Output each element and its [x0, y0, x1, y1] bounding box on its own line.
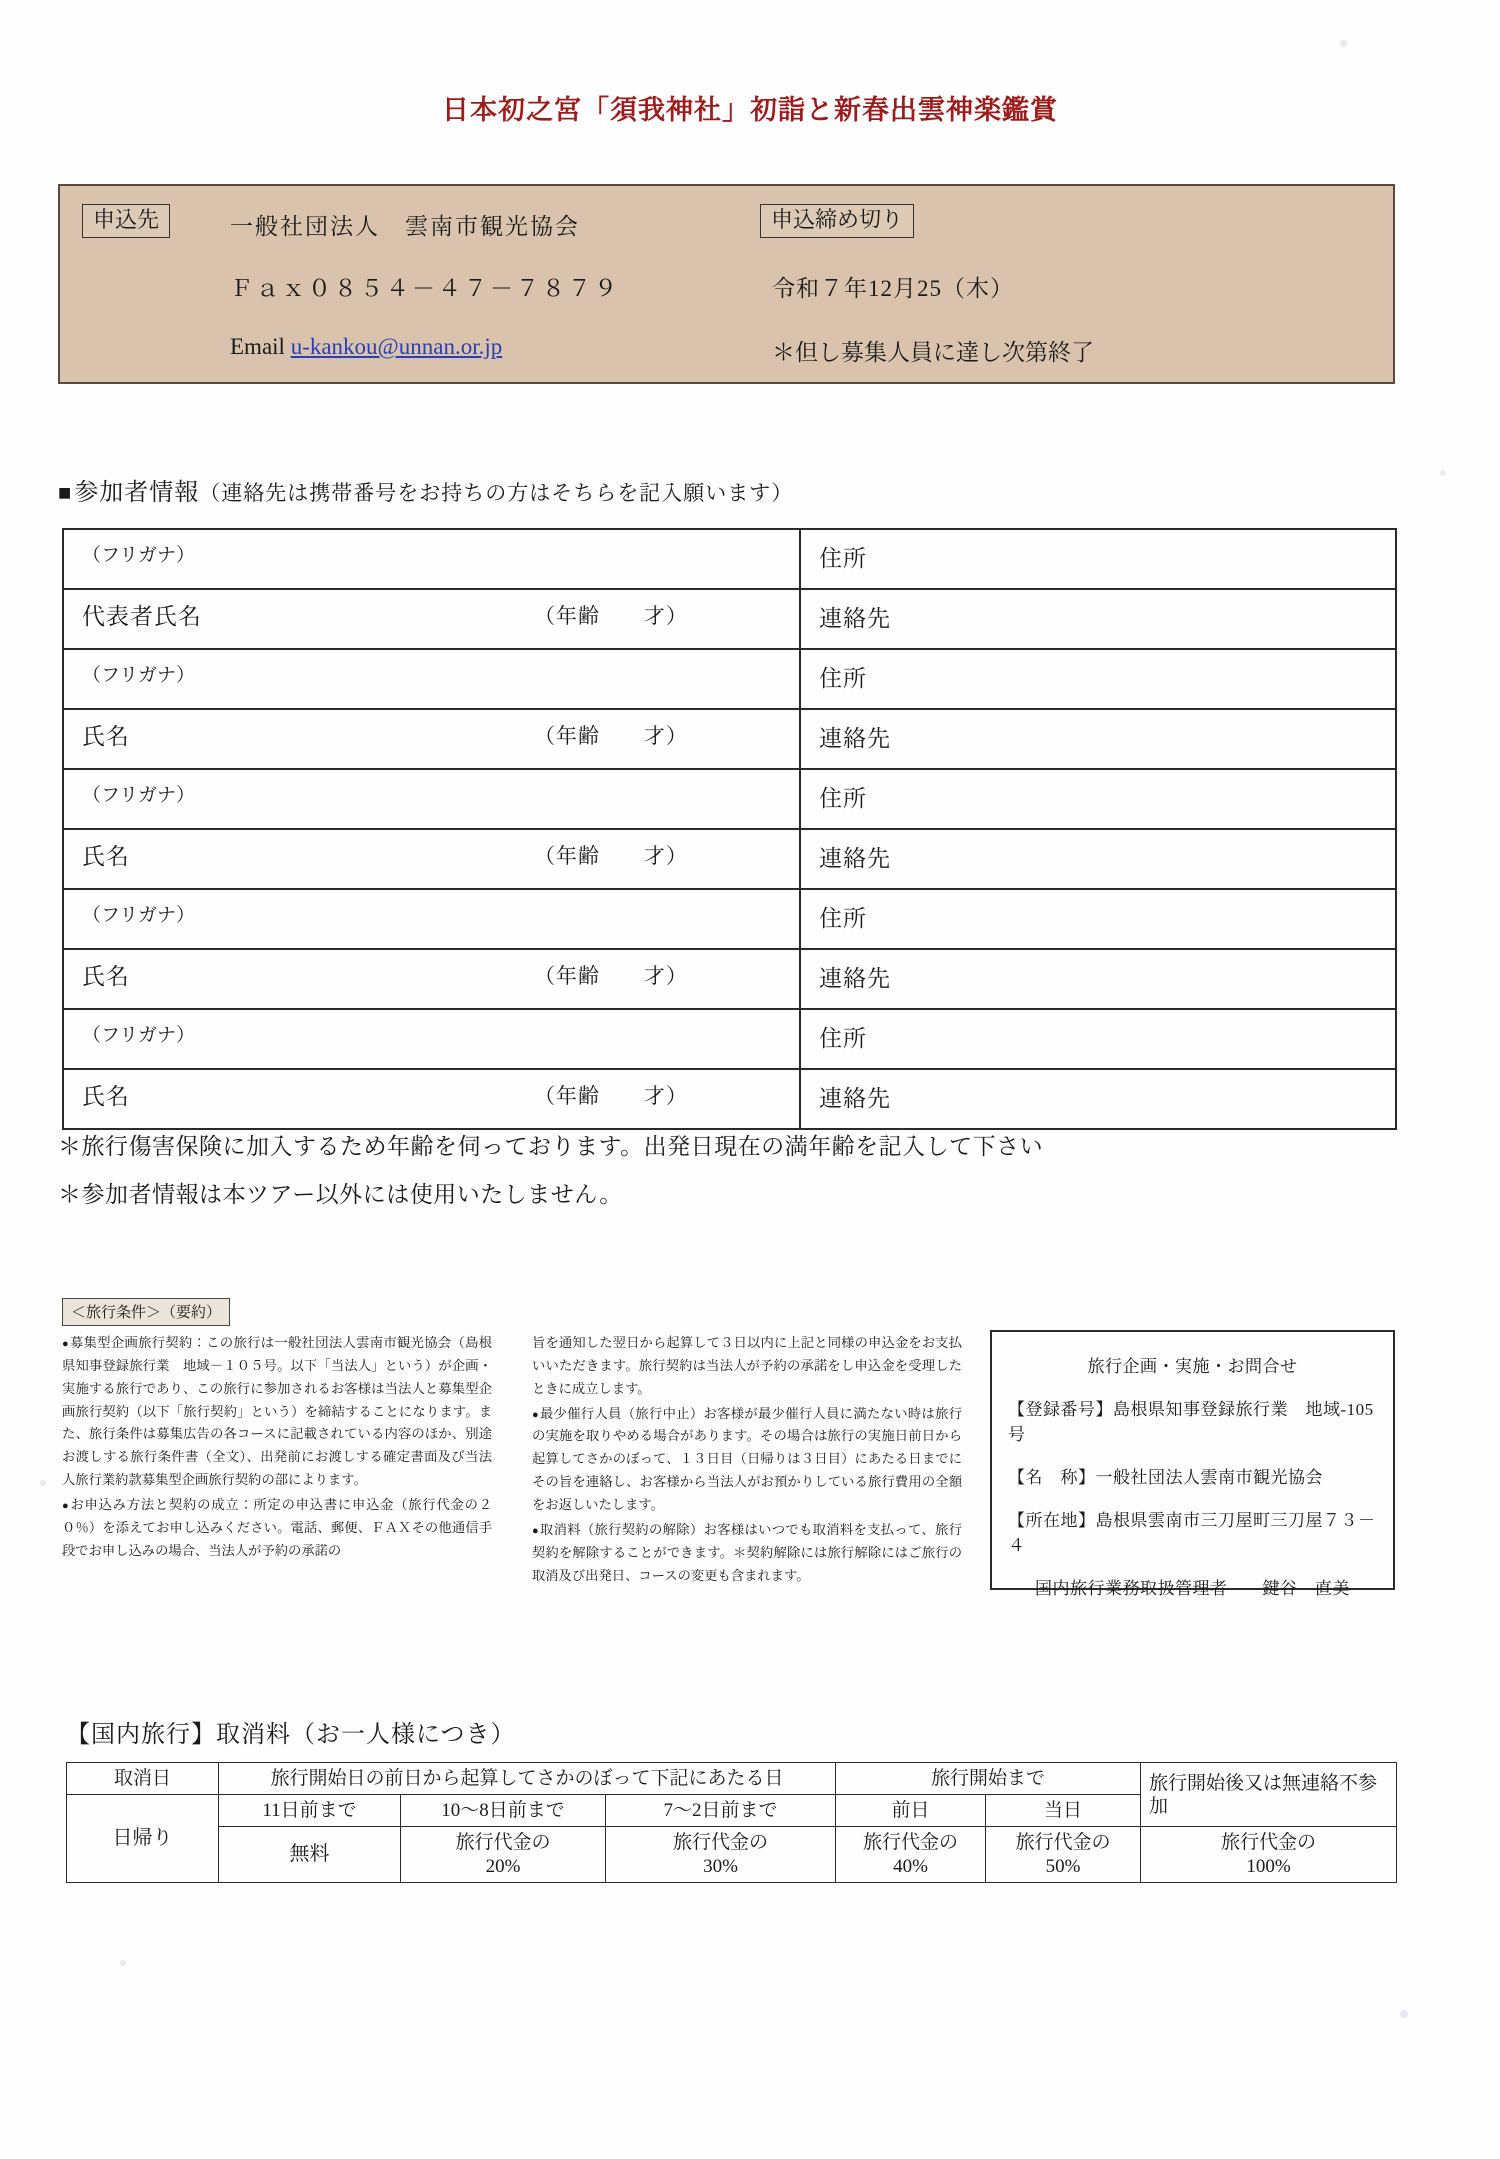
travel-conditions-text	[62, 1332, 963, 1652]
participant-table	[62, 528, 1397, 1130]
scan-speckle	[1340, 40, 1347, 47]
cancel-col-after-start: 旅行開始後又は無連絡不参加	[1141, 1763, 1397, 1827]
furigana-label: （フリガナ）	[82, 1025, 196, 1046]
fare-of-label: 旅行代金の	[1015, 1832, 1111, 1854]
conditions-paragraph: 旨を通知した翌日から起算して３日以内に上記と同様の申込金をお支払いいただきます。旅行契約は当法人が予約の承諾をし申込金を受理したときに成立します。	[532, 1335, 962, 1396]
cancel-pct-40: 40%	[893, 1855, 928, 1877]
name-label: 氏名	[82, 844, 130, 869]
name-label: 氏名	[82, 1084, 130, 1109]
deadline-date: 令和７年12月25（木）	[772, 276, 1014, 301]
address-cell[interactable]	[800, 529, 1396, 589]
furigana-label: （フリガナ）	[82, 905, 196, 926]
contact-label: 連絡先	[819, 726, 891, 751]
cancellation-heading: 【国内旅行】取消料（お一人様につき）	[66, 1722, 516, 1748]
address-cell[interactable]	[800, 769, 1396, 829]
insurance-note: ＊旅行傷害保険に加入するため年齢を伺っております。出発日現在の満年齢を記入して下さい	[58, 1134, 1044, 1159]
organizer-heading: 旅行企画・実施・お問合せ	[1087, 1357, 1298, 1376]
cancel-pct-100: 100%	[1246, 1855, 1291, 1877]
furigana-label: （フリガナ）	[82, 545, 196, 566]
cancel-pct-50: 50%	[1045, 1855, 1081, 1877]
contact-cell[interactable]	[800, 829, 1396, 889]
address-cell[interactable]	[800, 1009, 1396, 1069]
cancel-value-50	[986, 1827, 1141, 1882]
address-label: 住所	[819, 906, 867, 931]
cancel-value-40	[836, 1827, 986, 1882]
furigana-cell[interactable]	[63, 1009, 800, 1069]
table-row	[63, 649, 1396, 709]
email-line	[230, 334, 502, 360]
address-label: 住所	[819, 546, 867, 571]
organizer-manager: 国内旅行業務取扱管理者 鍵谷 直美	[1035, 1579, 1350, 1598]
cancel-value-30	[606, 1827, 836, 1882]
age-label: （年齢 才）	[534, 604, 688, 628]
cancel-row-label: 日帰り	[67, 1795, 219, 1883]
furigana-label: （フリガナ）	[82, 785, 196, 806]
contact-cell[interactable]	[800, 949, 1396, 1009]
cancel-sub-10to8days: 10〜8日前まで	[401, 1795, 606, 1827]
participant-heading-sub: （連絡先は携帯番号をお持ちの方はそちらを記入願います）	[199, 481, 794, 505]
privacy-note: ＊参加者情報は本ツアー以外には使用いたしません。	[58, 1182, 623, 1207]
name-cell[interactable]	[63, 589, 800, 649]
name-label: 氏名	[82, 724, 130, 749]
cancel-sub-7to2days: 7〜2日前まで	[606, 1795, 836, 1827]
cancel-pct-20: 20%	[485, 1855, 521, 1877]
table-row	[63, 529, 1396, 589]
address-label: 住所	[819, 1026, 867, 1051]
representative-name-label: 代表者氏名	[82, 604, 202, 629]
fare-of-label: 旅行代金の	[1221, 1832, 1317, 1854]
table-row	[63, 1009, 1396, 1069]
table-row	[63, 889, 1396, 949]
organizer-registration: 【登録番号】島根県知事登録旅行業 地域-105 号	[1008, 1400, 1374, 1444]
deadline-label: 申込締め切り	[760, 204, 914, 238]
age-label: （年齢 才）	[534, 1084, 688, 1108]
address-label: 住所	[819, 666, 867, 691]
address-label: 住所	[819, 786, 867, 811]
cancel-pct-30: 30%	[703, 1855, 738, 1877]
table-row	[63, 769, 1396, 829]
organizer-info-box	[990, 1330, 1395, 1598]
contact-label: 連絡先	[819, 1086, 891, 1111]
contact-cell[interactable]	[800, 589, 1396, 649]
fax-number: Ｆａｘ０８５４－４７－７８７９	[230, 276, 620, 301]
contact-label: 連絡先	[819, 846, 891, 871]
email-link[interactable]: u-kankou@unnan.or.jp	[290, 334, 503, 359]
furigana-cell[interactable]	[63, 769, 800, 829]
cancel-col-before-start: 旅行開始日の前日から起算してさかのぼって下記にあたる日	[219, 1763, 836, 1795]
conditions-paragraph: ● 最少催行人員（旅行中止）お客様が最少催行人員に満たない時は旅行の実施を取りやめる場合があります。その場合は旅行の実施日前日から起算してさかのぼって、１３日目（日帰りは３日目）にあたる日までにその旨を連絡し、お客様から当法人がお預かりしている旅行費用の全額をお返しいたします。	[532, 1403, 962, 1517]
cancel-col-until-start: 旅行開始まで	[836, 1763, 1141, 1795]
scan-speckle	[1400, 2010, 1408, 2018]
table-row	[63, 949, 1396, 1009]
furigana-label: （フリガナ）	[82, 665, 196, 686]
deadline-note: ＊但し募集人員に達し次第終了	[772, 340, 1094, 365]
contact-label: 連絡先	[819, 606, 891, 631]
travel-conditions-label: ＜旅行条件＞（要約）	[62, 1298, 230, 1326]
address-cell[interactable]	[800, 649, 1396, 709]
cancel-sub-sameday: 当日	[986, 1795, 1141, 1827]
table-row	[63, 589, 1396, 649]
conditions-paragraph: ● 取消料（旅行契約の解除）お客様はいつでも取消料を支払って、旅行契約を解除することができます。＊契約解除には旅行解除にはご旅行の取消及び出発日、コースの変更も含まれます。	[532, 1519, 962, 1588]
furigana-cell[interactable]	[63, 889, 800, 949]
name-cell[interactable]	[63, 829, 800, 889]
cancellation-fee-table	[66, 1762, 1397, 1883]
organizer-address: 【所在地】島根県雲南市三刀屋町三刀屋７３－４	[1008, 1511, 1376, 1555]
conditions-paragraph: ● お申込み方法と契約の成立：所定の申込書に申込金（旅行代金の２０％）を添えてお申し込みください。電話、郵便、ＦＡＸその他通信手段でお申し込みの場合、当法人が予約の承諾の	[62, 1494, 492, 1563]
apply-to-label: 申込先	[82, 204, 170, 238]
table-row	[63, 1069, 1396, 1129]
contact-cell[interactable]	[800, 709, 1396, 769]
page-title: 日本初之宮「須我神社」初詣と新春出雲神楽鑑賞	[442, 95, 1058, 126]
table-header-row	[67, 1763, 1397, 1795]
furigana-cell[interactable]	[63, 529, 800, 589]
section-bullet-icon: ■	[58, 480, 73, 505]
scan-speckle	[1440, 470, 1446, 476]
table-row	[67, 1827, 1397, 1882]
conditions-column-1	[62, 1332, 492, 1565]
cancel-value-20	[401, 1827, 606, 1882]
age-label: （年齢 才）	[534, 844, 688, 868]
organization-name: 一般社団法人 雲南市観光協会	[230, 214, 580, 239]
scan-speckle	[120, 1960, 126, 1966]
age-label: （年齢 才）	[534, 964, 688, 988]
fare-of-label: 旅行代金の	[862, 1832, 958, 1854]
organizer-name: 【名 称】一般社団法人雲南市観光協会	[1008, 1468, 1323, 1487]
participant-section-heading	[58, 472, 793, 507]
conditions-paragraph: ● 募集型企画旅行契約：この旅行は一般社団法人雲南市観光協会（島根県知事登録旅行業 地域－１０５号。以下「当法人」という）が企画・実施する旅行であり、この旅行に参加されるお客様は当法人と募集型企画旅行契約（以下「旅行契約」という）を締結することになります。また、旅行条件は募集広告の各コースに記載されている内容のほか、別途お渡しする旅行条件書（全文）、出発前にお渡しする確定書面及び当法人旅行業約款募集型企画旅行契約の部によります。	[62, 1332, 492, 1492]
name-cell[interactable]	[63, 949, 800, 1009]
cancel-sub-11days: 11日前まで	[219, 1795, 401, 1827]
conditions-column-2	[532, 1332, 962, 1589]
cancel-col-date: 取消日	[67, 1763, 219, 1795]
table-row	[63, 829, 1396, 889]
name-label: 氏名	[82, 964, 130, 989]
fare-of-label: 旅行代金の	[672, 1832, 768, 1854]
furigana-cell[interactable]	[63, 649, 800, 709]
participant-heading-main: 参加者情報	[74, 480, 200, 506]
table-row	[63, 709, 1396, 769]
application-info-box	[58, 184, 1395, 384]
cancel-value-free: 無料	[219, 1827, 401, 1882]
cancel-value-100	[1141, 1827, 1397, 1882]
email-prefix-label: Email	[230, 334, 291, 359]
name-cell[interactable]	[63, 1069, 800, 1129]
cancel-sub-prevday: 前日	[836, 1795, 986, 1827]
contact-cell[interactable]	[800, 1069, 1396, 1129]
fare-of-label: 旅行代金の	[455, 1832, 551, 1854]
contact-label: 連絡先	[819, 966, 891, 991]
age-label: （年齢 才）	[534, 724, 688, 748]
scan-speckle	[40, 1480, 46, 1486]
address-cell[interactable]	[800, 889, 1396, 949]
name-cell[interactable]	[63, 709, 800, 769]
